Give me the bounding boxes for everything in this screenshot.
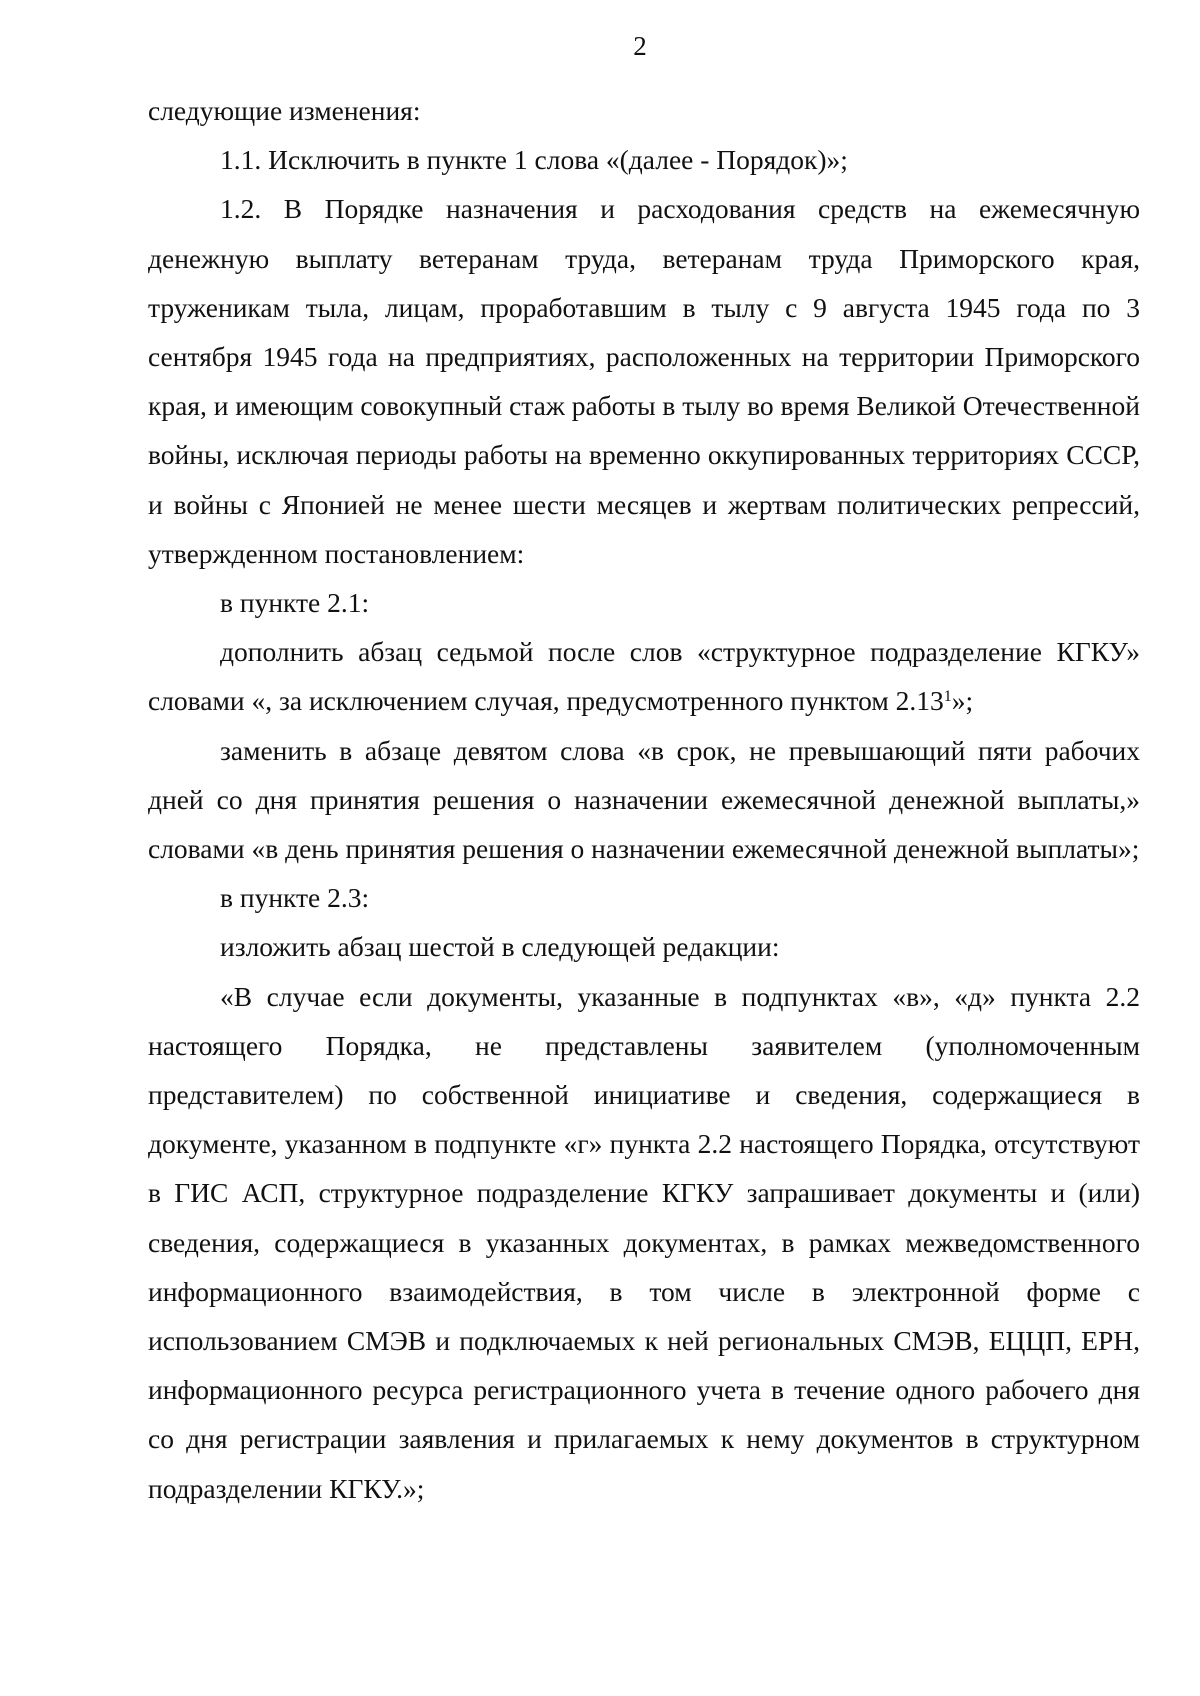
paragraph-clause-2-1-addition xyxy=(148,627,1140,725)
paragraph-clause-2-3-instruction: изложить абзац шестой в следующей редакции: xyxy=(220,931,780,963)
paragraph-quoted-new-text: «В случае если документы, указанные в подпунктах «в», «д» пункта 2.2 настоящего Порядка, не представлены заявителем (уполномоченным представителем) по собственной инициативе и сведения, содержащиеся в документе, указанном в подпункте «г» пункта 2.2 настоящего Порядка, отсутствуют в ГИС АСП, структурное подразделение КГКУ запрашивает документы и (или) сведения, содержащиеся в указанных документах, в рамках межведомственного информационного взаимодействия, в том числе в электронной форме с использованием СМЭВ и подключаемых к ней региональных СМЭВ, ЕЦЦП, ЕРН, информационного ресурса регистрационного учета в течение одного рабочего дня со дня регистрации заявления и прилагаемых к нему документов в структурном подразделении КГКУ.»; xyxy=(148,980,1140,1504)
paragraph-text: »; xyxy=(951,685,974,717)
paragraph-intro: следующие изменения: xyxy=(148,95,421,126)
paragraph-text: дополнить абзац седьмой после слов «структурное подразделение КГКУ» словами «, за исключением случая, предусмотренного пунктом 2.13 xyxy=(148,636,1140,717)
paragraph-clause-2-3-heading: в пункте 2.3: xyxy=(220,882,370,914)
page-number: 2 xyxy=(633,31,647,61)
paragraph-item-1-2: 1.2. В Порядке назначения и расходования средств на ежемесячную денежную выплату ветеранам труда, ветеранам труда Приморского края, труженикам тыла, лицам, проработавшим в тылу с 9 августа 1945 года по 3 сентября 1945 года на предприятиях, расположенных на территории Приморского края, и имеющим совокупный стаж работы в тылу во время Великой Отечественной войны, исключая периоды работы на временно оккупированных территориях СССР, и войны с Японией не менее шести месяцев и жертвам политических репрессий, утвержденном постановлением: xyxy=(148,193,1140,569)
document-body xyxy=(148,86,1140,1513)
paragraph-clause-2-1-heading: в пункте 2.1: xyxy=(220,587,370,619)
paragraph-clause-2-1-replacement: заменить в абзаце девятом слова «в срок, не превышающий пяти рабочих дней со дня принятия решения о назначении ежемесячной денежной выплаты,» словами «в день принятия решения о назначении ежемесячной денежной выплаты»; xyxy=(148,734,1140,865)
superscript-footnote: 1 xyxy=(943,688,952,706)
paragraph-item-1-1: 1.1. Исключить в пункте 1 слова «(далее - Порядок)»; xyxy=(220,144,848,176)
